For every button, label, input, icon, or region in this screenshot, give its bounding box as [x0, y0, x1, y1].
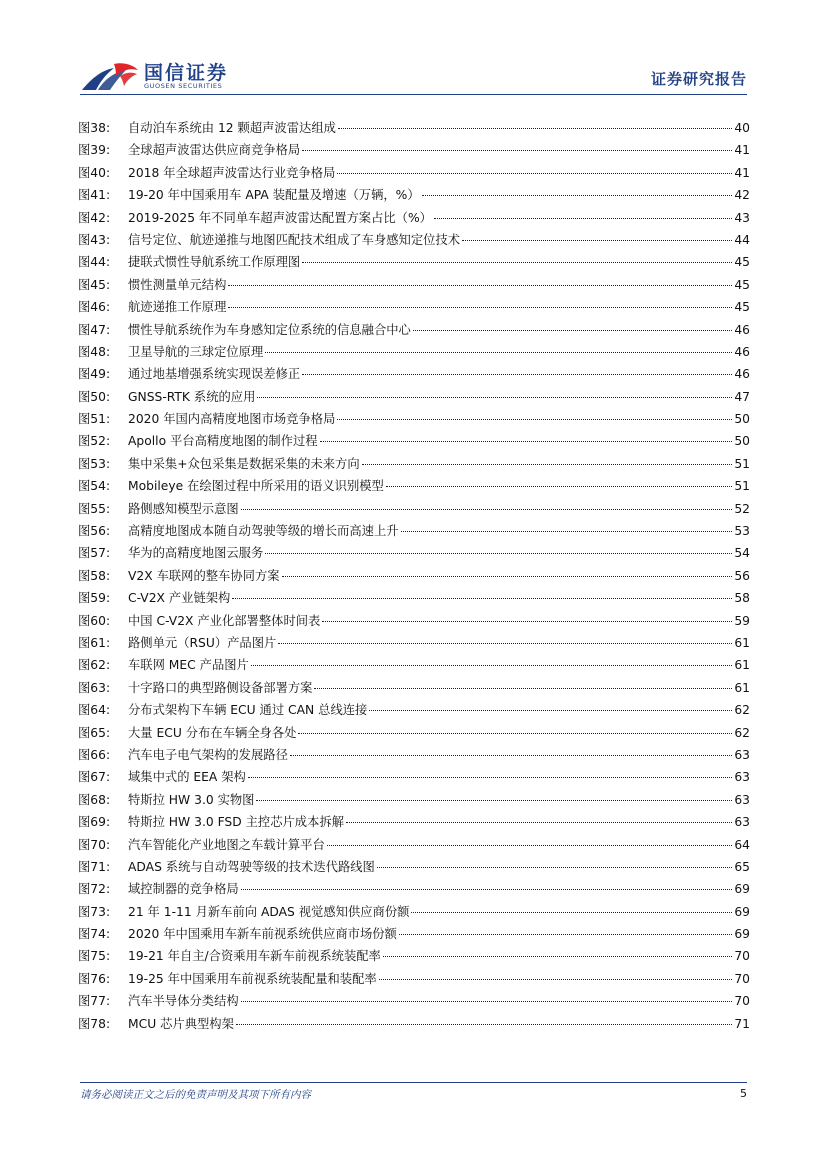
toc-figure-label: 图78:	[78, 1016, 111, 1031]
toc-figure-title[interactable]: Apollo 平台高精度地图的制作过程	[128, 434, 318, 449]
toc-page-number[interactable]: 61	[734, 658, 750, 673]
toc-entry[interactable]	[78, 722, 750, 744]
toc-entry[interactable]	[78, 498, 750, 520]
toc-page-number[interactable]: 47	[734, 389, 750, 404]
toc-page-number[interactable]: 63	[734, 747, 750, 762]
toc-dot-leader	[282, 576, 733, 577]
toc-figure-title[interactable]: 2020 年国内高精度地图市场竞争格局	[128, 412, 336, 427]
toc-figure-title[interactable]: 车联网 MEC 产品图片	[128, 658, 249, 673]
toc-dot-leader	[278, 643, 732, 644]
toc-dot-leader	[236, 1024, 732, 1025]
toc-figure-label: 图44:	[78, 255, 111, 270]
toc-figure-title[interactable]: 捷联式惯性导航系统工作原理图	[128, 255, 301, 270]
toc-entry[interactable]	[78, 274, 750, 296]
toc-dot-leader	[241, 509, 733, 510]
toc-entry[interactable]	[78, 945, 750, 967]
toc-dot-leader	[338, 128, 732, 129]
toc-entry[interactable]	[78, 654, 750, 676]
toc-dot-leader	[251, 665, 732, 666]
toc-figure-title[interactable]: 21 年 1-11 月新车前向 ADAS 视觉感知供应商份额	[128, 904, 410, 919]
toc-entry[interactable]	[78, 744, 750, 766]
toc-figure-label: 图59:	[78, 591, 111, 606]
toc-figure-title[interactable]: 汽车智能化产业地图之车载计算平台	[128, 837, 325, 852]
toc-dot-leader	[232, 598, 732, 599]
toc-page-number[interactable]: 61	[734, 680, 750, 695]
toc-page-number[interactable]: 41	[734, 143, 750, 158]
toc-entry[interactable]	[78, 363, 750, 385]
toc-entry[interactable]	[78, 1013, 750, 1035]
toc-entry[interactable]	[78, 856, 750, 878]
toc-figure-title[interactable]: MCU 芯片典型构架	[128, 1016, 234, 1031]
toc-figure-label: 图41:	[78, 188, 111, 203]
toc-page-number[interactable]: 56	[734, 568, 750, 583]
toc-figure-label: 图66:	[78, 747, 111, 762]
toc-dot-leader	[265, 352, 732, 353]
toc-page-number[interactable]: 54	[734, 546, 750, 561]
toc-figure-title[interactable]: 惯性导航系统作为车身感知定位系统的信息融合中心	[128, 322, 411, 337]
toc-page-number[interactable]: 53	[734, 524, 750, 539]
toc-page-number[interactable]: 44	[734, 232, 750, 247]
toc-page-number[interactable]: 70	[734, 994, 750, 1009]
toc-page-number[interactable]: 50	[734, 434, 750, 449]
header-divider	[80, 94, 747, 95]
toc-figure-title[interactable]: 航迹递推工作原理	[128, 300, 227, 315]
toc-figure-title[interactable]: 19-25 年中国乘用车前视系统装配量和装配率	[128, 971, 377, 986]
toc-figure-title[interactable]: 全球超声波雷达供应商竞争格局	[128, 143, 301, 158]
toc-page-number[interactable]: 70	[734, 971, 750, 986]
toc-figure-label: 图70:	[78, 837, 111, 852]
toc-figure-title[interactable]: 路侧感知模型示意图	[128, 501, 239, 516]
guosen-logo-icon	[80, 60, 140, 94]
toc-dot-leader	[411, 912, 732, 913]
toc-dot-leader	[322, 621, 732, 622]
toc-figure-title[interactable]: 2019-2025 年不同单车超声波雷达配置方案占比（%）	[128, 210, 432, 225]
toc-page-number[interactable]: 63	[734, 770, 750, 785]
toc-page-number[interactable]: 43	[734, 210, 750, 225]
toc-figure-label: 图77:	[78, 994, 111, 1009]
toc-entry[interactable]	[78, 162, 750, 184]
toc-page-number[interactable]: 59	[734, 613, 750, 628]
toc-page-number[interactable]: 46	[734, 367, 750, 382]
footer-disclaimer: 请务必阅读正文之后的免责声明及其项下所有内容	[80, 1089, 311, 1101]
toc-figure-title[interactable]: 特斯拉 HW 3.0 FSD 主控芯片成本拆解	[128, 815, 344, 830]
toc-entry[interactable]	[78, 901, 750, 923]
toc-page-number[interactable]: 64	[734, 837, 750, 852]
toc-figure-label: 图53:	[78, 456, 111, 471]
toc-dot-leader	[462, 240, 732, 241]
toc-figure-label: 图43:	[78, 232, 111, 247]
toc-figure-label: 图47:	[78, 322, 111, 337]
toc-entry[interactable]	[78, 565, 750, 587]
toc-figure-title[interactable]: 分布式架构下车辆 ECU 通过 CAN 总线连接	[128, 703, 368, 718]
toc-figure-title[interactable]: GNSS-RTK 系统的应用	[128, 389, 256, 404]
toc-figure-label: 图38:	[78, 121, 111, 135]
toc-entry[interactable]	[78, 677, 750, 699]
toc-entry[interactable]	[78, 408, 750, 430]
toc-entry[interactable]	[78, 184, 750, 206]
toc-dot-leader	[413, 330, 733, 331]
toc-figure-label: 图62:	[78, 658, 111, 673]
toc-figure-label: 图46:	[78, 300, 111, 315]
toc-page-number[interactable]: 69	[734, 882, 750, 897]
toc-page-number[interactable]: 62	[734, 725, 750, 740]
toc-figure-label: 图72:	[78, 882, 111, 897]
toc-entry[interactable]	[78, 229, 750, 251]
toc-dot-leader	[320, 441, 733, 442]
toc-dot-leader	[401, 531, 733, 532]
toc-figure-title[interactable]: 域控制器的竞争格局	[128, 882, 239, 897]
toc-entry[interactable]	[78, 610, 750, 632]
toc-figure-label: 图48:	[78, 344, 111, 359]
toc-page-number[interactable]: 52	[734, 501, 750, 516]
toc-figure-title[interactable]: 华为的高精度地图云服务	[128, 546, 264, 561]
toc-figure-title[interactable]: 大量 ECU 分布在车辆全身各处	[128, 725, 297, 740]
toc-page-number[interactable]: 46	[734, 344, 750, 359]
toc-figure-label: 图74:	[78, 927, 111, 942]
toc-entry[interactable]	[78, 542, 750, 564]
toc-figure-title[interactable]: 卫星导航的三球定位原理	[128, 344, 264, 359]
toc-dot-leader	[241, 1001, 733, 1002]
toc-figure-title[interactable]: ADAS 系统与自动驾驶等级的技术迭代路线图	[128, 859, 375, 874]
toc-dot-leader	[386, 486, 733, 487]
toc-entry[interactable]	[78, 475, 750, 497]
toc-figure-title[interactable]: 汽车半导体分类结构	[128, 994, 239, 1009]
toc-page-number[interactable]: 58	[734, 591, 750, 606]
toc-entry[interactable]	[78, 117, 750, 139]
toc-figure-title[interactable]: 中国 C-V2X 产业化部署整体时间表	[128, 613, 321, 628]
toc-figure-title[interactable]: 十字路口的典型路侧设备部署方案	[128, 680, 313, 695]
toc-dot-leader	[377, 867, 733, 868]
toc-page-number[interactable]: 50	[734, 412, 750, 427]
toc-dot-leader	[257, 397, 732, 398]
toc-figure-label: 图65:	[78, 725, 111, 740]
toc-page-number[interactable]: 63	[734, 815, 750, 830]
toc-figure-label: 图45:	[78, 277, 111, 292]
toc-figure-label: 图51:	[78, 412, 111, 427]
toc-figure-title[interactable]: 19-20 年中国乘用车 APA 装配量及增速（万辆，%）	[128, 188, 420, 203]
report-type-label: 证券研究报告	[650, 70, 747, 88]
toc-entry[interactable]	[78, 386, 750, 408]
toc-page-number[interactable]: 62	[734, 703, 750, 718]
toc-entry[interactable]	[78, 834, 750, 856]
toc-figure-label: 图61:	[78, 635, 111, 650]
toc-page-number[interactable]: 65	[734, 859, 750, 874]
toc-page-number[interactable]: 63	[734, 792, 750, 807]
toc-entry[interactable]	[78, 251, 750, 273]
toc-figure-label: 图60:	[78, 613, 111, 628]
toc-entry[interactable]	[78, 878, 750, 900]
toc-figure-label: 图67:	[78, 770, 111, 785]
toc-page-number[interactable]: 40	[734, 121, 750, 135]
toc-dot-leader	[399, 934, 732, 935]
guosen-logo	[80, 58, 240, 94]
toc-entry[interactable]	[78, 319, 750, 341]
toc-figure-label: 图76:	[78, 971, 111, 986]
toc-dot-leader	[379, 979, 733, 980]
toc-page-number[interactable]: 42	[734, 188, 750, 203]
toc-dot-leader	[337, 173, 732, 174]
toc-dot-leader	[362, 464, 733, 465]
toc-figure-label: 图75:	[78, 949, 111, 964]
toc-dot-leader	[346, 822, 732, 823]
toc-entry[interactable]	[78, 923, 750, 945]
toc-dot-leader	[248, 777, 732, 778]
toc-entry[interactable]	[78, 207, 750, 229]
toc-figure-label: 图39:	[78, 143, 111, 158]
toc-entry[interactable]	[78, 139, 750, 161]
toc-page-number[interactable]: 61	[734, 635, 750, 650]
toc-figure-title[interactable]: 特斯拉 HW 3.0 实物图	[128, 792, 255, 807]
toc-page-number[interactable]: 69	[734, 904, 750, 919]
page-number: 5	[740, 1087, 747, 1100]
toc-dot-leader	[256, 800, 732, 801]
toc-figure-title[interactable]: Mobileye 在绘图过程中所采用的语义识别模型	[128, 479, 384, 494]
toc-figure-title[interactable]: 汽车电子电气架构的发展路径	[128, 747, 288, 762]
toc-entry[interactable]	[78, 766, 750, 788]
toc-dot-leader	[383, 956, 733, 957]
toc-dot-leader	[422, 195, 733, 196]
toc-figure-label: 图68:	[78, 792, 111, 807]
toc-entry[interactable]	[78, 587, 750, 609]
toc-figure-title[interactable]: 通过地基增强系统实现误差修正	[128, 367, 301, 382]
toc-figure-label: 图52:	[78, 434, 111, 449]
toc-entry[interactable]	[78, 453, 750, 475]
toc-page-number[interactable]: 45	[734, 300, 750, 315]
toc-dot-leader	[290, 755, 732, 756]
toc-page-number[interactable]: 45	[734, 255, 750, 270]
toc-entry[interactable]	[78, 811, 750, 833]
toc-entry[interactable]	[78, 520, 750, 542]
toc-dot-leader	[298, 733, 732, 734]
toc-entry[interactable]	[78, 341, 750, 363]
toc-figure-title[interactable]: 域集中式的 EEA 架构	[128, 770, 246, 785]
toc-figure-label: 图42:	[78, 210, 111, 225]
toc-page-number[interactable]: 41	[734, 165, 750, 180]
toc-figure-title[interactable]: 自动泊车系统由 12 颗超声波雷达组成	[128, 121, 336, 135]
toc-dot-leader	[314, 688, 732, 689]
toc-figure-title[interactable]: 路侧单元（RSU）产品图片	[128, 635, 277, 650]
toc-dot-leader	[369, 710, 732, 711]
toc-figure-title[interactable]: 集中采集+众包采集是数据采集的未来方向	[128, 456, 360, 471]
toc-page-number[interactable]: 45	[734, 277, 750, 292]
toc-page-number[interactable]: 51	[734, 456, 750, 471]
toc-figure-title[interactable]: C-V2X 产业链架构	[128, 591, 231, 606]
figure-table-of-contents	[78, 117, 750, 1035]
toc-dot-leader	[265, 553, 732, 554]
toc-figure-label: 图54:	[78, 479, 111, 494]
toc-figure-title[interactable]: 2020 年中国乘用车新车前视系统供应商市场份额	[128, 927, 397, 942]
toc-dot-leader	[302, 374, 732, 375]
toc-dot-leader	[434, 218, 732, 219]
toc-figure-label: 图40:	[78, 165, 111, 180]
toc-page-number[interactable]: 70	[734, 949, 750, 964]
toc-figure-label: 图64:	[78, 703, 111, 718]
toc-figure-title[interactable]: 高精度地图成本随自动驾驶等级的增长而高速上升	[128, 524, 399, 539]
toc-page-number[interactable]: 71	[734, 1016, 750, 1031]
toc-entry[interactable]	[78, 296, 750, 318]
toc-figure-title[interactable]: 19-21 年自主/合资乘用车新车前视系统装配率	[128, 949, 381, 964]
toc-figure-label: 图63:	[78, 680, 111, 695]
toc-figure-title[interactable]: V2X 车联网的整车协同方案	[128, 568, 280, 583]
page-header	[0, 0, 827, 100]
toc-figure-label: 图69:	[78, 815, 111, 830]
toc-dot-leader	[337, 419, 732, 420]
toc-figure-label: 图58:	[78, 568, 111, 583]
toc-figure-label: 图50:	[78, 389, 111, 404]
toc-figure-title[interactable]: 信号定位、航迹递推与地图匹配技术组成了车身感知定位技术	[128, 232, 461, 247]
toc-entry[interactable]	[78, 430, 750, 452]
toc-entry[interactable]	[78, 990, 750, 1012]
toc-figure-label: 图55:	[78, 501, 111, 516]
logo-chinese-name: 国信证券	[144, 62, 229, 84]
toc-figure-label: 图57:	[78, 546, 111, 561]
toc-figure-title[interactable]: 惯性测量单元结构	[128, 277, 227, 292]
toc-entry[interactable]	[78, 699, 750, 721]
toc-entry[interactable]	[78, 789, 750, 811]
toc-entry[interactable]	[78, 968, 750, 990]
footer-divider	[80, 1082, 747, 1083]
toc-dot-leader	[228, 307, 732, 308]
toc-entry[interactable]	[78, 632, 750, 654]
toc-page-number[interactable]: 46	[734, 322, 750, 337]
toc-page-number[interactable]: 69	[734, 927, 750, 942]
logo-english-name: GUOSEN SECURITIES	[144, 82, 223, 90]
toc-figure-label: 图71:	[78, 859, 111, 874]
toc-dot-leader	[327, 845, 733, 846]
toc-dot-leader	[302, 150, 732, 151]
toc-dot-leader	[302, 262, 732, 263]
toc-dot-leader	[228, 285, 732, 286]
toc-figure-label: 图49:	[78, 367, 111, 382]
toc-figure-label: 图73:	[78, 904, 111, 919]
toc-dot-leader	[241, 889, 733, 890]
toc-figure-label: 图56:	[78, 524, 111, 539]
toc-page-number[interactable]: 51	[734, 479, 750, 494]
toc-figure-title[interactable]: 2018 年全球超声波雷达行业竞争格局	[128, 165, 336, 180]
